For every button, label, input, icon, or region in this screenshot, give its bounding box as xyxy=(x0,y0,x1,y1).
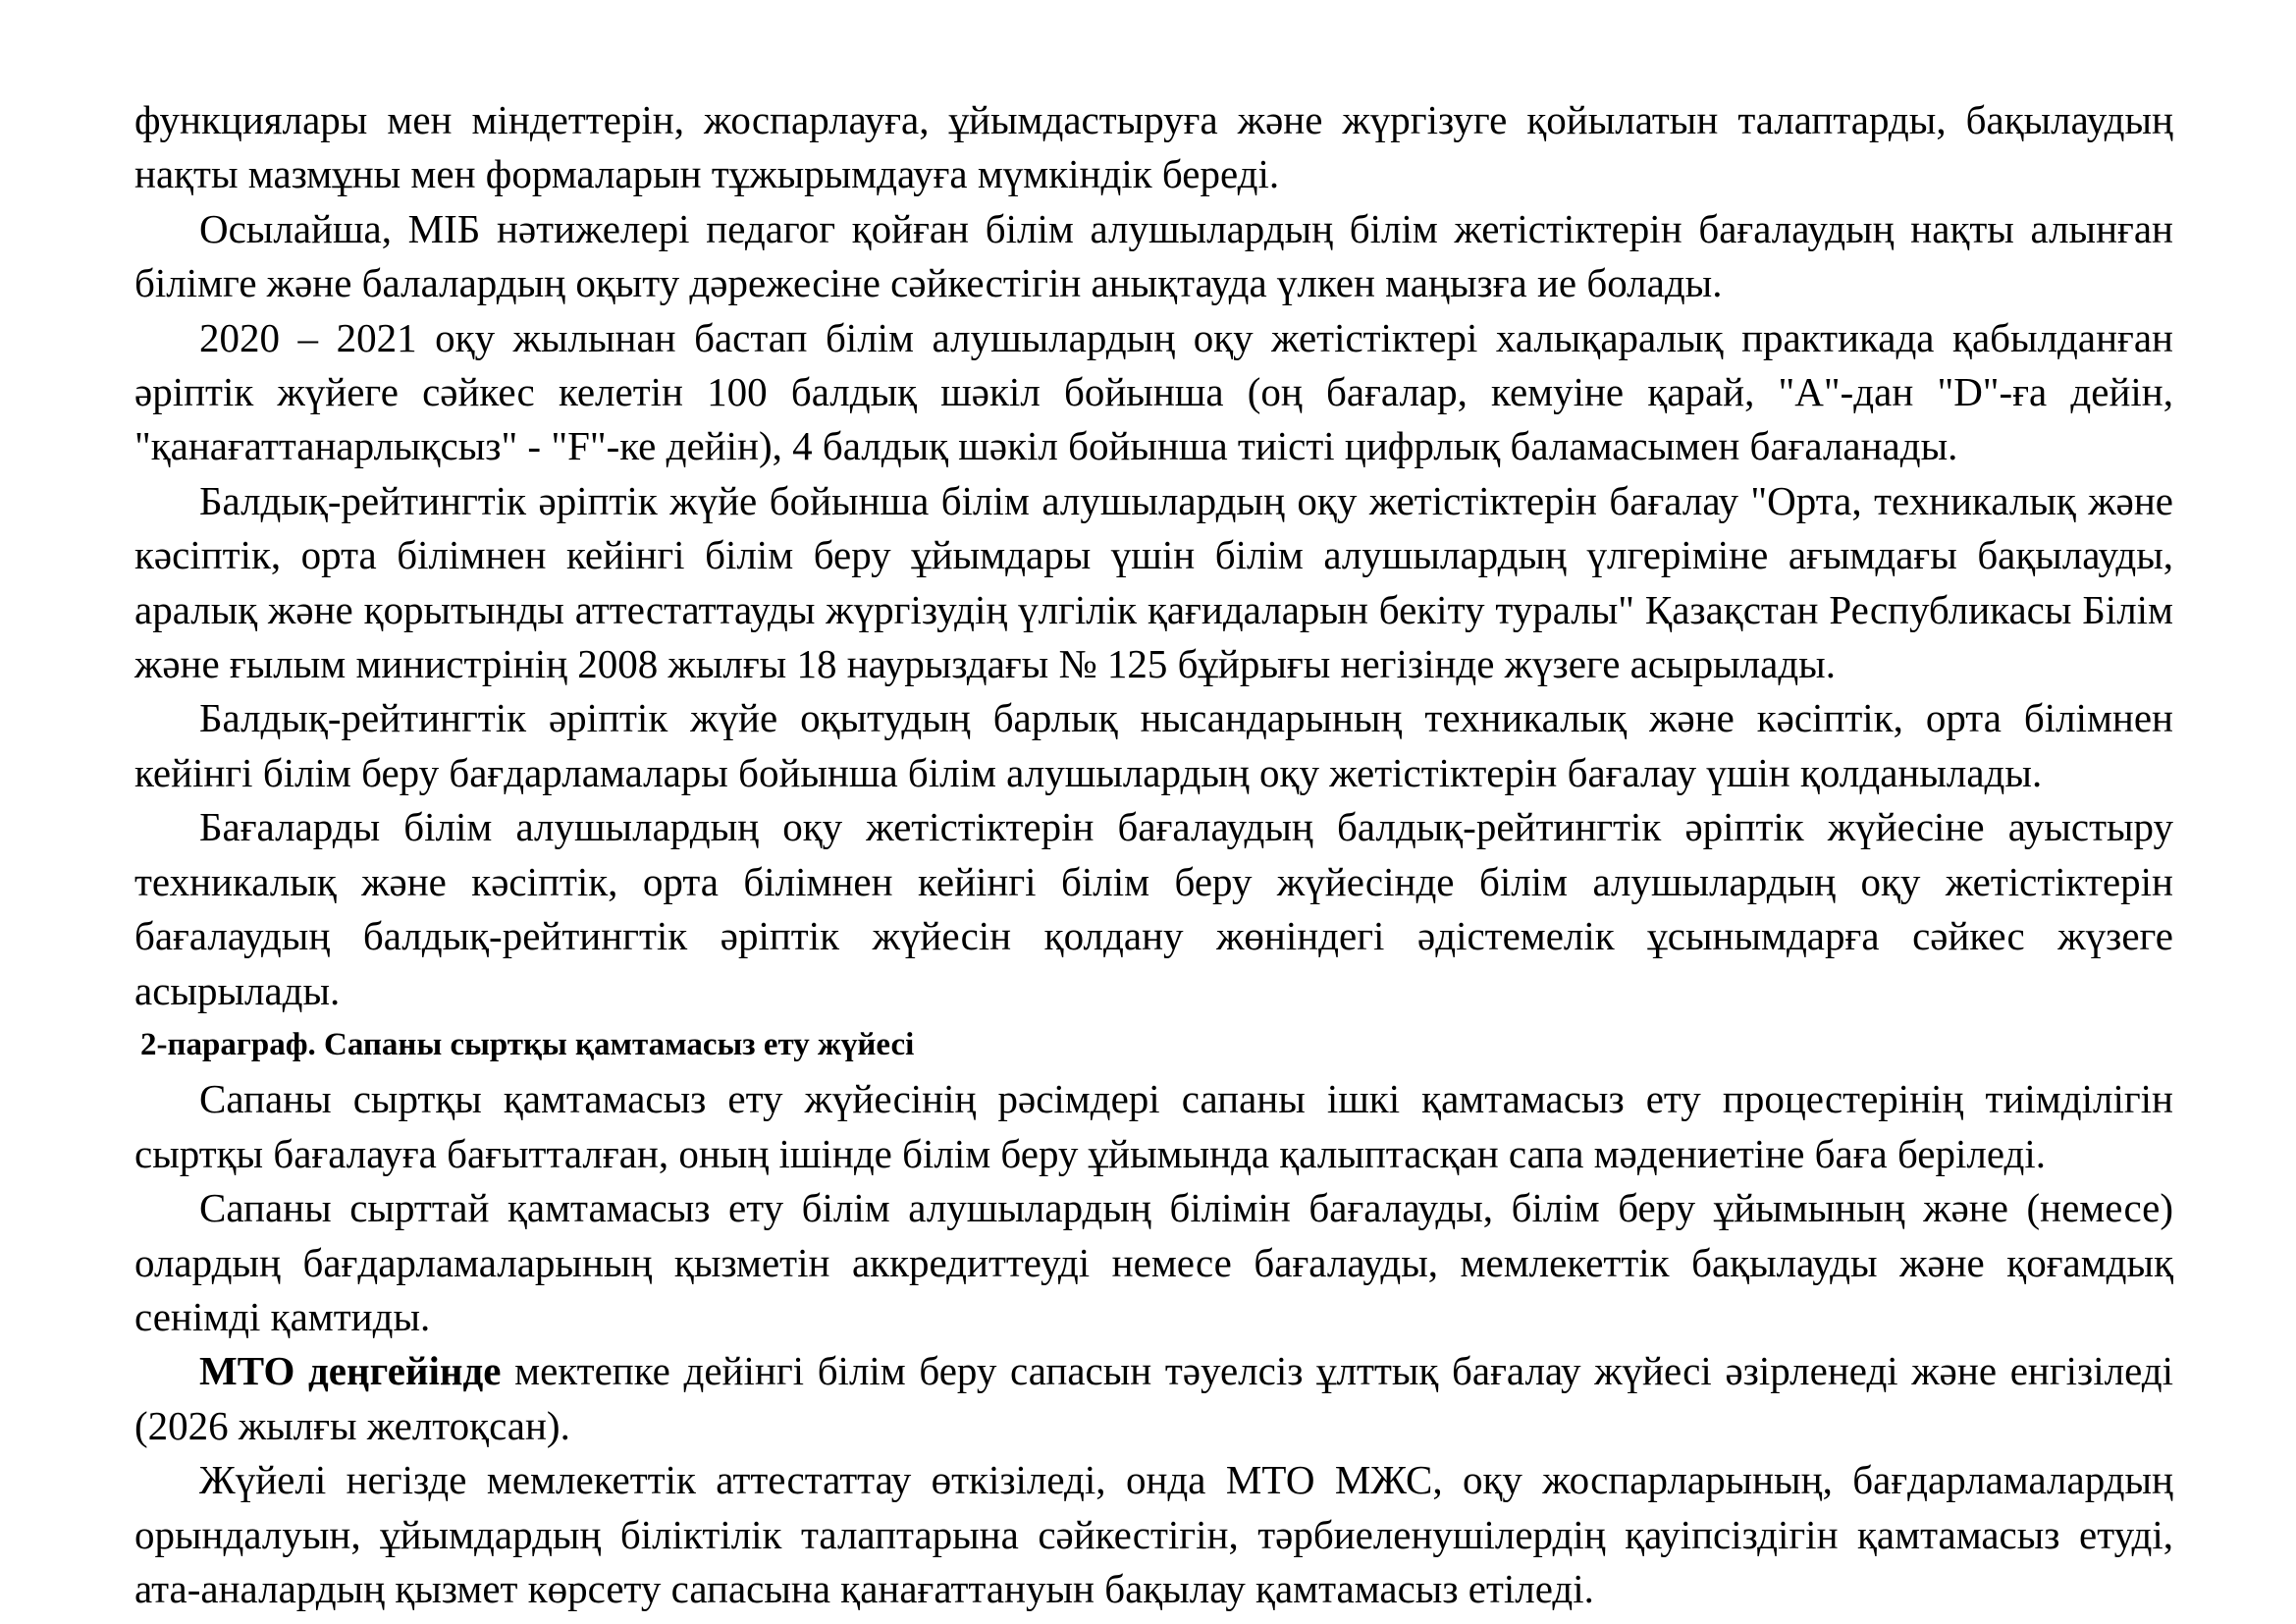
bold-lead-phrase: МТО деңгейінде xyxy=(199,1348,502,1394)
paragraph: Балдық-рейтингтік әріптік жүйе оқытудың барлық нысандарының техникалық және кәсіптік, орта білімнен кейінгі білім беру бағдарламалары бойынша білім алушылардың оқу жетістіктерін бағалау үшін қолданылады. xyxy=(134,695,2173,795)
paragraph: Сапаны сыртқы қамтамасыз ету жүйесінің рәсімдері сапаны ішкі қамтамасыз ету процестерінің тиімділігін сыртқы бағалауға бағытталған, оның ішінде білім беру ұйымында қалыптасқан сапа мәдениетіне баға беріледі. xyxy=(134,1076,2173,1176)
paragraph: Сапаны сырттай қамтамасыз ету білім алушылардың білімін бағалауды, білім беру ұйымының және (немесе) олардың бағдарламаларының қызметін аккредиттеуді немесе бағалауды, мемлекеттік бақылауды және қоғамдық сенімді қамтиды. xyxy=(134,1185,2173,1339)
paragraph: Балдық-рейтингтік әріптік жүйе бойынша білім алушылардың оқу жетістіктерін бағалау "Орта, техникалық және кәсіптік, орта білімнен кейінгі білім беру ұйымдары үшін білім алушылардың үлгеріміне ағымдағы бақылауды, аралық және қорытынды аттестаттауды жүргізудің үлгілік қағидаларын бекіту туралы" Қазақстан Республикасы Білім және ғылым министрінің 2008 жылғы 18 наурыздағы № 125 бұйрығы негізінде жүзеге асырылады. xyxy=(134,477,2173,687)
paragraph-continuation: функциялары мен міндеттерін, жоспарлауға, ұйымдастыруға және жүргізуге қойылатын талаптарды, бақылаудың нақты мазмұны мен формаларын тұжырымдауға мүмкіндік береді. xyxy=(134,97,2173,197)
paragraph-text: мектепке дейінгі білім беру сапасын тәуелсіз ұлттық бағалау жүйесі әзірленеді және енгізіледі (2026 жылғы желтоқсан). xyxy=(134,1348,2173,1448)
paragraph: Бағаларды білім алушылардың оқу жетістіктерін бағалаудың балдық-рейтингтік әріптік жүйесіне ауыстыру техникалық және кәсіптік, орта білімнен кейінгі білім беру жүйесінде білім алушылардың оқу жетістіктерін бағалаудың балдық-рейтингтік әріптік жүйесін қолдану жөніндегі әдістемелік ұсынымдарға сәйкес жүзеге асырылады. xyxy=(134,804,2173,1013)
paragraph: Жүйелі негізде мемлекеттік аттестаттау өткізіледі, онда МТО МЖС, оқу жоспарларының, бағдарламалардың орындалуын, ұйымдардың біліктілік талаптарына сәйкестігін, тәрбиеленушілердің қауіпсіздігін қамтамасыз етуді, ата-аналардың қызмет көрсету сапасына қанағаттануын бақылау қамтамасыз етіледі. xyxy=(134,1457,2173,1611)
paragraph: 2020 – 2021 оқу жылынан бастап білім алушылардың оқу жетістіктері халықаралық практикада қабылданған әріптік жүйеге сәйкес келетін 100 балдық шәкіл бойынша (оң бағалар, кемуіне қарай, "A"-дан "D"-ға дейін, "қанағаттанарлықсыз" - "F"-ке дейін), 4 балдық шәкіл бойынша тиісті цифрлық баламасымен бағаланады. xyxy=(134,314,2173,469)
paragraph-with-bold-lead xyxy=(134,1344,2173,1453)
section-heading: 2-параграф. Сапаны сыртқы қамтамасыз ету жүйесі xyxy=(140,1026,915,1062)
paragraph: Осылайша, МІБ нәтижелері педагог қойған білім алушылардың білім жетістіктерін бағалаудың нақты алынған білімге және балалардың оқыту дәрежесіне сәйкестігін анықтауда үлкен маңызға ие болады. xyxy=(134,205,2173,306)
